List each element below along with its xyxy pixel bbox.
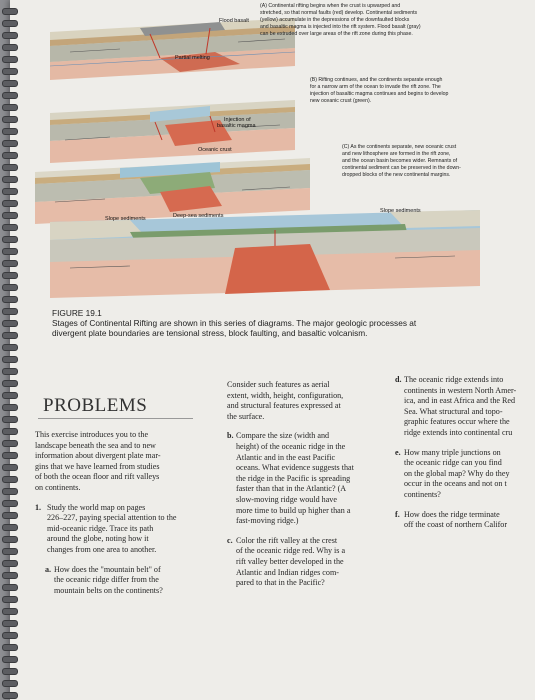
binding-coil: [2, 308, 18, 315]
binding-coil: [2, 500, 18, 507]
binding-coil: [2, 668, 18, 675]
column-2: [227, 380, 387, 589]
binding-coil: [2, 584, 18, 591]
spiral-binding: [0, 0, 18, 700]
binding-coil: [2, 488, 18, 495]
binding-coil: [2, 332, 18, 339]
label-flood-basalt: Flood basalt: [219, 18, 249, 24]
heading-rule: [38, 418, 193, 419]
question-1a-continued: Consider such features as aerial extent, width, height, configuration, and structural features expressed at the surface.: [227, 380, 344, 421]
binding-coil: [2, 8, 18, 15]
binding-coil: [2, 476, 18, 483]
binding-coil: [2, 596, 18, 603]
binding-coil: [2, 296, 18, 303]
binding-coil: [2, 380, 18, 387]
binding-coil: [2, 632, 18, 639]
binding-coil: [2, 68, 18, 75]
binding-coil: [2, 440, 18, 447]
binding-coil: [2, 620, 18, 627]
panel-caption-a: (A) Continental rifting begins when the crust is upwarped and stretched, so that normal faults (red) develop. Continental sediments (yellow) accumulate in the depressions of the downfaulted blocks and basaltic magma is injected into the rift system. Flood basalt (gray) can be extruded over large areas of the rift zone during this phase.: [260, 3, 421, 37]
binding-coil: [2, 116, 18, 123]
problems-heading: PROBLEMS: [43, 395, 148, 416]
question-1d: d. The oceanic ridge extends into continents in western North Amer- ica, and in east Africa and the Red Sea. What structural and topo- graphic features occur where the ridge extends into continental cru: [395, 375, 517, 437]
question-1: 1. Study the world map on pages 226–227, paying special attention to the mid-oceanic ridge. Trace its path around the globe, noting how it changes from one area to another.: [35, 502, 177, 554]
column-1: [35, 430, 203, 596]
binding-coil: [2, 260, 18, 267]
diagram-panel-b: [50, 100, 295, 163]
binding-coil: [2, 152, 18, 159]
panel-caption-c: (C) As the continents separate, new oceanic crust and new lithosphere are formed in the rift zone, and the ocean basin becomes wider. Remnants of continental sediment can be preserved in the down- dropped blocks of the new continental margins.: [342, 144, 461, 178]
binding-coil: [2, 44, 18, 51]
binding-coil: [2, 524, 18, 531]
diagram-panel-d: [50, 210, 480, 298]
figure-title: Stages of Continental Rifting: [52, 318, 158, 328]
binding-coil: [2, 656, 18, 663]
binding-coil: [2, 224, 18, 231]
binding-coil: [2, 428, 18, 435]
binding-coil: [2, 416, 18, 423]
question-1b: b. Compare the size (width and height) of the oceanic ridge in the Atlantic and in the east Pacific oceans. What evidence suggests that the ridge in the Pacific is spreading faster than that in the Atlantic? (A slow-moving ridge would have more time to build up higher than a fast-moving ridge.): [227, 431, 354, 526]
binding-coil: [2, 572, 18, 579]
binding-coil: [2, 212, 18, 219]
binding-coil: [2, 80, 18, 87]
binding-coil: [2, 20, 18, 27]
binding-coil: [2, 188, 18, 195]
label-injection-line2: basaltic magma: [217, 123, 256, 129]
binding-coil: [2, 356, 18, 363]
binding-coil: [2, 92, 18, 99]
binding-coil: [2, 200, 18, 207]
binding-coil: [2, 644, 18, 651]
binding-coil: [2, 464, 18, 471]
binding-coil: [2, 272, 18, 279]
binding-coil: [2, 320, 18, 327]
binding-coil: [2, 56, 18, 63]
label-slope-sediments-left: Slope sediments: [105, 216, 146, 222]
label-slope-sediments-right: Slope sediments: [380, 208, 421, 214]
binding-coil: [2, 344, 18, 351]
binding-coil: [2, 452, 18, 459]
problems-intro: This exercise introduces you to the landscape beneath the sea and to new information about divergent plate mar- gins that we have learned from studies of both the ocean floor and rift valleys on continents.: [35, 430, 161, 492]
label-partial-melting: Partial melting: [175, 55, 210, 61]
binding-coil: [2, 236, 18, 243]
panel-caption-b: (B) Rifting continues, and the continents separate enough for a narrow arm of the ocean to invade the rift zone. The injection of basaltic magma continues and begins to develop new oceanic crust (green).: [310, 77, 449, 104]
binding-coil: [2, 548, 18, 555]
diagram-panel-a: [50, 18, 295, 80]
binding-coil: [2, 104, 18, 111]
question-1f: f. How does the ridge terminate off the coast of northern Califor: [395, 509, 508, 530]
question-1c: c. Color the rift valley at the crest of the oceanic ridge red. Why is a rift valley better developed in the Atlantic and Indian ridges com- pared to that in the Pacific?: [227, 535, 346, 588]
binding-coil: [2, 164, 18, 171]
binding-coil: [2, 692, 18, 699]
binding-coil: [2, 176, 18, 183]
binding-coil: [2, 404, 18, 411]
binding-coil: [2, 128, 18, 135]
textbook-page: [10, 0, 535, 700]
binding-coil: [2, 140, 18, 147]
question-1a: a. How does the "mountain belt" of the oceanic ridge differ from the mountain belts on the continents?: [45, 564, 163, 595]
column-3: [395, 375, 535, 531]
label-deep-sea-sediments: Deep-sea sediments: [173, 213, 224, 219]
binding-coil: [2, 248, 18, 255]
binding-coil: [2, 512, 18, 519]
figure-caption: FIGURE 19.1 Stages of Continental Rifting are shown in this series of diagrams. The major geologic processes at divergent plate boundaries are tensional stress, block faulting, and basaltic volcanism.: [52, 308, 532, 338]
label-oceanic-crust: Oceanic crust: [198, 147, 232, 153]
binding-coil: [2, 560, 18, 567]
binding-coil: [2, 392, 18, 399]
binding-coil: [2, 680, 18, 687]
figure-number: FIGURE 19.1: [52, 308, 102, 318]
binding-coil: [2, 32, 18, 39]
question-1e: e. How many triple junctions on the oceanic ridge can you find on the global map? Why do they occur in the oceans and not on t continents?: [395, 447, 510, 499]
binding-coil: [2, 284, 18, 291]
binding-coil: [2, 368, 18, 375]
binding-coil: [2, 608, 18, 615]
binding-coil: [2, 536, 18, 543]
label-injection-line1: Injection of: [224, 117, 251, 123]
